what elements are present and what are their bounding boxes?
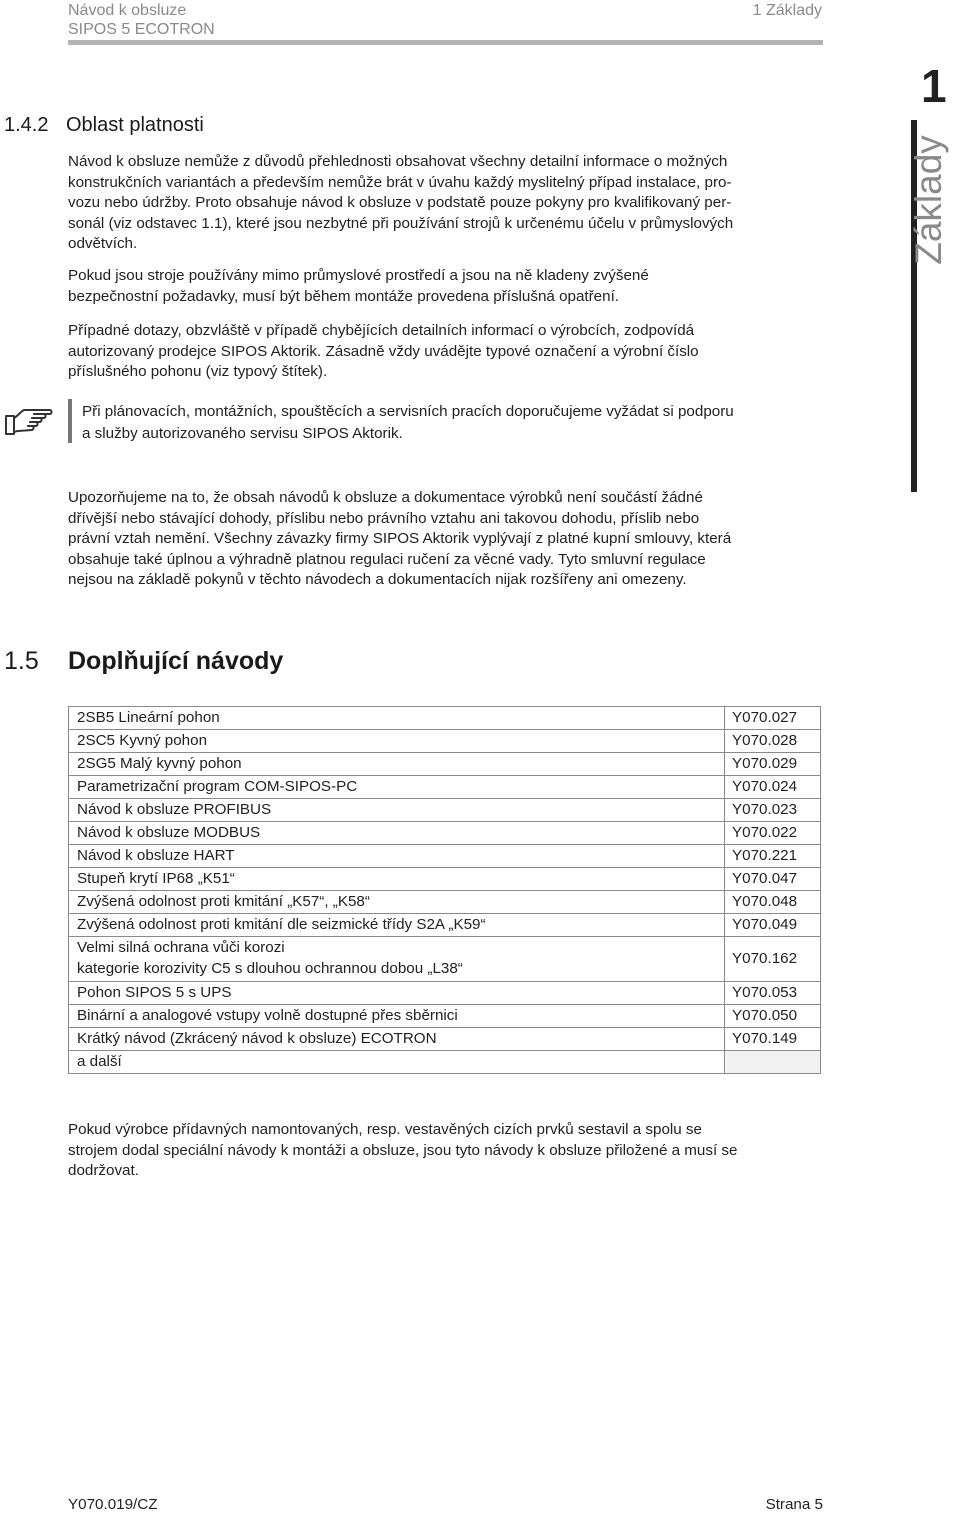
doc-description-line: Krátký návod (Zkrácený návod k obsluze) ECOTRON <box>77 1030 437 1047</box>
text-line: Pokud jsou stroje používány mimo průmyslové prostředí a jsou na ně kladeny zvýšené <box>68 267 649 284</box>
doc-description <box>69 914 725 937</box>
doc-description-line: Velmi silná ochrana vůči korozi <box>77 939 285 957</box>
header-rule <box>68 40 823 45</box>
text-line: sonál (viz odstavec 1.1), které jsou nezbytné při používání strojů k určenému účelu v průmyslových <box>68 214 734 232</box>
note-text <box>82 401 734 444</box>
doc-description <box>69 753 725 776</box>
table-row <box>69 707 821 730</box>
doc-code: Y070.023 <box>725 799 821 822</box>
doc-description-line: 2SB5 Lineární pohon <box>77 709 220 726</box>
text-line: a služby autorizovaného servisu SIPOS Aktorik. <box>82 424 403 442</box>
text-line: autorizovaný prodejce SIPOS Aktorik. Zásadně vždy uvádějte typové označení a výrobní číslo <box>68 342 699 360</box>
text-line: obsahuje také úplnou a výhradně platnou regulaci ručení za věcné vady. Tyto smluvní regulace <box>68 550 706 568</box>
doc-code: Y070.149 <box>725 1028 821 1051</box>
doc-description <box>69 937 725 982</box>
text-line: odvětvích. <box>68 235 138 253</box>
note-bar <box>68 399 72 443</box>
table-row <box>69 730 821 753</box>
doc-description-line: 2SC5 Kyvný pohon <box>77 732 208 749</box>
header-chapter: 1 Základy <box>752 2 822 19</box>
doc-code: Y070.048 <box>725 891 821 914</box>
table-row <box>69 1028 821 1051</box>
side-chapter-number: 1 <box>921 60 947 112</box>
table-row <box>69 982 821 1005</box>
text-line: právní vztah nemění. Všechny závazky firmy SIPOS Aktorik vyplývají z platné kupní smlouvy, která <box>68 530 732 548</box>
text-line: Pokud výrobce přídavných namontovaných, resp. vestavěných cizích prvků sestavil a spolu se <box>68 1121 702 1138</box>
text-line: dodržovat. <box>68 1162 139 1180</box>
table-row <box>69 868 821 891</box>
table-row <box>69 799 821 822</box>
text-line: strojem dodal speciální návody k montáži a obsluze, jsou tyto návody k obsluze přiložené a musí se <box>68 1141 738 1159</box>
header-doc-title: Návod k obsluze <box>68 2 187 19</box>
section-1-5-heading <box>4 647 283 676</box>
paragraph-inquiries <box>68 321 830 383</box>
doc-description-line: Binární a analogové vstupy volně dostupné přes sběrnici <box>77 1007 458 1024</box>
doc-code <box>725 1051 821 1074</box>
doc-description <box>69 776 725 799</box>
doc-code: Y070.047 <box>725 868 821 891</box>
table-row <box>69 845 821 868</box>
section-1-4-2-heading <box>4 114 204 137</box>
doc-description <box>69 822 725 845</box>
doc-description <box>69 799 725 822</box>
table-row <box>69 937 821 982</box>
doc-description <box>69 1028 725 1051</box>
table-row <box>69 914 821 937</box>
paragraph-non-industrial <box>68 266 830 307</box>
doc-code: Y070.028 <box>725 730 821 753</box>
doc-description <box>69 982 725 1005</box>
doc-description-line: Návod k obsluze PROFIBUS <box>77 801 272 818</box>
doc-code: Y070.029 <box>725 753 821 776</box>
text-line: Návod k obsluze nemůže z důvodů přehlednosti obsahovat všechny detailní informace o možných <box>68 153 728 170</box>
footer-doc-number: Y070.019/CZ <box>68 1496 158 1513</box>
doc-code: Y070.022 <box>725 822 821 845</box>
text-line: vozu nebo údržby. Proto obsahuje návod k obsluze v podstatě pouze pokyny pro kvalifikovaný per- <box>68 194 732 212</box>
doc-code: Y070.221 <box>725 845 821 868</box>
doc-description-line: kategorie korozivity C5 s dlouhou ochrannou dobou „L38“ <box>77 960 463 977</box>
table-row <box>69 822 821 845</box>
doc-code: Y070.162 <box>725 937 821 982</box>
header-product: SIPOS 5 ECOTRON <box>68 21 215 38</box>
side-chapter-word: Základy <box>908 135 949 265</box>
doc-description-line: Parametrizační program COM-SIPOS-PC <box>77 778 358 795</box>
table-row <box>69 776 821 799</box>
doc-description <box>69 1051 725 1074</box>
text-line: Upozorňujeme na to, že obsah návodů k obsluze a dokumentace výrobků není součástí žádné <box>68 489 703 506</box>
doc-description <box>69 1005 725 1028</box>
doc-description <box>69 845 725 868</box>
doc-code: Y070.053 <box>725 982 821 1005</box>
paragraph-scope <box>68 152 830 255</box>
table-row <box>69 1051 821 1074</box>
doc-description-line: a další <box>77 1053 122 1070</box>
table-row <box>69 753 821 776</box>
text-line: konstrukčních variantách a především nemůže brát v úvahu každý myslitelný případ instalace, pro- <box>68 173 732 191</box>
section-title: Oblast platnosti <box>66 114 204 136</box>
doc-description-line: Stupeň krytí IP68 „K51“ <box>77 870 235 887</box>
text-line: Případné dotazy, obzvláště v případě chybějících detailních informací o výrobcích, zodpovídá <box>68 322 695 339</box>
doc-code: Y070.050 <box>725 1005 821 1028</box>
text-line: Při plánovacích, montážních, spouštěcích a servisních pracích doporučujeme vyžádat si podporu <box>82 403 734 420</box>
doc-description-line: Návod k obsluze HART <box>77 847 235 864</box>
doc-description <box>69 891 725 914</box>
footer-page-number: Strana 5 <box>765 1496 823 1513</box>
doc-description <box>69 707 725 730</box>
table-row <box>69 1005 821 1028</box>
doc-description-line: 2SG5 Malý kyvný pohon <box>77 755 242 772</box>
paragraph-disclaimer <box>68 488 830 591</box>
doc-description-line: Zvýšená odolnost proti kmitání „K57“, „K58“ <box>77 893 370 910</box>
text-line: příslušného pohonu (viz typový štítek). <box>68 363 328 381</box>
doc-description-line: Zvýšená odolnost proti kmitání dle seizmické třídy S2A „K59“ <box>77 916 486 933</box>
doc-description <box>69 868 725 891</box>
section-number: 1.4.2 <box>4 114 49 136</box>
supplementary-docs-table <box>68 706 821 1074</box>
doc-code: Y070.024 <box>725 776 821 799</box>
doc-description <box>69 730 725 753</box>
section-title: Doplňující návody <box>68 647 284 675</box>
text-line: dřívější nebo stávající dohody, příslibu nebo právního vztahu ani takovou dohodu, příslib nebo <box>68 509 700 527</box>
text-line: bezpečnostní požadavky, musí být během montáže provedena příslušná opatření. <box>68 287 620 305</box>
doc-code: Y070.027 <box>725 707 821 730</box>
doc-description-line: Návod k obsluze MODBUS <box>77 824 261 841</box>
table-row <box>69 891 821 914</box>
pointing-hand-icon <box>4 404 54 440</box>
section-number: 1.5 <box>4 647 39 675</box>
paragraph-third-party <box>68 1120 830 1182</box>
doc-code: Y070.049 <box>725 914 821 937</box>
text-line: nejsou na základě pokynů v těchto návodech a dokumentacích nijak rozšířeny ani omezeny. <box>68 571 687 589</box>
doc-description-line: Pohon SIPOS 5 s UPS <box>77 984 232 1001</box>
